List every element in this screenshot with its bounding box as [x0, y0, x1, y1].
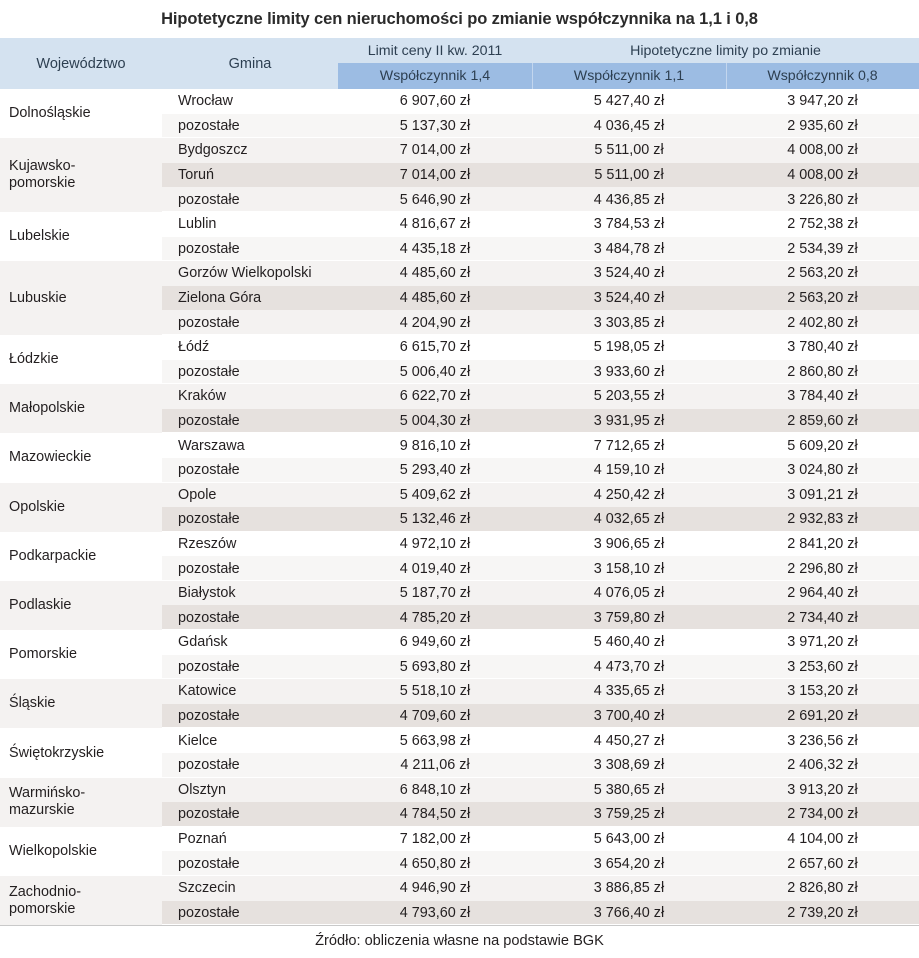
cell-gmina: Bydgoszcz — [162, 138, 338, 163]
cell-value-wsp-0-8: 3 024,80 zł — [726, 458, 919, 483]
wojewodztwo-line: Warmińsko- — [9, 785, 86, 802]
cell-gmina: pozostałe — [162, 114, 338, 139]
cell-value-wsp-1-1: 3 303,85 zł — [532, 310, 726, 335]
wojewodztwo-label — [9, 105, 162, 122]
cell-value-wsp-0-8: 2 964,40 zł — [726, 581, 919, 606]
cell-value-wsp-1-1: 3 524,40 zł — [532, 261, 726, 286]
cell-value-wsp-1-4: 7 182,00 zł — [338, 827, 532, 852]
wojewodztwo-label — [9, 449, 162, 466]
wojewodztwo-label — [9, 785, 162, 819]
cell-gmina: Kraków — [162, 384, 338, 409]
cell-value-wsp-0-8: 4 008,00 zł — [726, 138, 919, 163]
cell-value-wsp-1-4: 4 204,90 zł — [338, 310, 532, 335]
column-group-hypothetical: Hipotetyczne limity po zmianie — [532, 38, 919, 63]
cell-value-wsp-1-1: 3 886,85 zł — [532, 876, 726, 901]
cell-value-wsp-1-1: 3 308,69 zł — [532, 753, 726, 778]
cell-gmina: Kielce — [162, 728, 338, 753]
wojewodztwo-line: Dolnośląskie — [9, 105, 91, 122]
cell-value-wsp-1-4: 5 409,62 zł — [338, 483, 532, 508]
table-row — [0, 261, 919, 286]
wojewodztwo-label — [9, 695, 162, 712]
table-row — [0, 532, 919, 557]
cell-value-wsp-0-8: 3 784,40 zł — [726, 384, 919, 409]
wojewodztwo-label — [9, 745, 162, 762]
cell-value-wsp-0-8: 2 402,80 zł — [726, 310, 919, 335]
cell-value-wsp-1-1: 5 460,40 zł — [532, 630, 726, 655]
wojewodztwo-line: Podkarpackie — [9, 547, 97, 564]
cell-gmina: Zielona Góra — [162, 286, 338, 311]
cell-wojewodztwo — [0, 728, 162, 777]
cell-wojewodztwo — [0, 827, 162, 876]
cell-gmina: pozostałe — [162, 187, 338, 212]
cell-value-wsp-1-4: 5 293,40 zł — [338, 458, 532, 483]
table-header — [0, 38, 919, 89]
column-header-wsp-1-1: Współczynnik 1,1 — [532, 63, 726, 89]
cell-gmina: Lublin — [162, 212, 338, 237]
cell-wojewodztwo — [0, 89, 162, 138]
table-row — [0, 778, 919, 803]
wojewodztwo-line: mazurskie — [9, 802, 75, 819]
cell-gmina: pozostałe — [162, 360, 338, 385]
cell-gmina: pozostałe — [162, 556, 338, 581]
cell-value-wsp-1-1: 4 036,45 zł — [532, 114, 726, 139]
cell-value-wsp-0-8: 2 734,40 zł — [726, 605, 919, 630]
cell-value-wsp-1-4: 6 622,70 zł — [338, 384, 532, 409]
wojewodztwo-line: Pomorskie — [9, 646, 77, 663]
cell-gmina: pozostałe — [162, 237, 338, 262]
wojewodztwo-line: Lubuskie — [9, 289, 67, 306]
column-header-wsp-1-4: Współczynnik 1,4 — [338, 63, 532, 89]
cell-value-wsp-0-8: 3 226,80 zł — [726, 187, 919, 212]
cell-value-wsp-1-1: 3 906,65 zł — [532, 532, 726, 557]
cell-gmina: Szczecin — [162, 876, 338, 901]
table-row — [0, 679, 919, 704]
cell-value-wsp-0-8: 2 739,20 zł — [726, 901, 919, 926]
cell-value-wsp-1-1: 4 032,65 zł — [532, 507, 726, 532]
cell-value-wsp-1-1: 5 427,40 zł — [532, 89, 726, 114]
cell-wojewodztwo — [0, 679, 162, 728]
cell-value-wsp-1-4: 5 132,46 zł — [338, 507, 532, 532]
cell-value-wsp-1-1: 3 524,40 zł — [532, 286, 726, 311]
cell-value-wsp-1-4: 6 907,60 zł — [338, 89, 532, 114]
table-row — [0, 212, 919, 237]
cell-value-wsp-1-4: 4 785,20 zł — [338, 605, 532, 630]
cell-value-wsp-1-4: 5 006,40 zł — [338, 360, 532, 385]
wojewodztwo-label — [9, 843, 162, 860]
wojewodztwo-label — [9, 290, 162, 307]
cell-value-wsp-1-4: 4 019,40 zł — [338, 556, 532, 581]
cell-value-wsp-0-8: 2 406,32 zł — [726, 753, 919, 778]
cell-wojewodztwo — [0, 433, 162, 482]
price-limits-table — [0, 38, 919, 925]
header-row-top — [0, 38, 919, 63]
cell-value-wsp-1-4: 4 816,67 zł — [338, 212, 532, 237]
cell-gmina: pozostałe — [162, 655, 338, 680]
wojewodztwo-label — [9, 351, 162, 368]
cell-value-wsp-1-1: 5 380,65 zł — [532, 778, 726, 803]
cell-value-wsp-1-1: 3 759,80 zł — [532, 605, 726, 630]
cell-value-wsp-1-1: 5 198,05 zł — [532, 335, 726, 360]
cell-value-wsp-1-1: 3 700,40 zł — [532, 704, 726, 729]
cell-value-wsp-1-4: 4 485,60 zł — [338, 261, 532, 286]
cell-value-wsp-1-1: 3 484,78 zł — [532, 237, 726, 262]
table-row — [0, 89, 919, 114]
cell-value-wsp-0-8: 2 826,80 zł — [726, 876, 919, 901]
cell-value-wsp-1-4: 5 004,30 zł — [338, 409, 532, 434]
cell-value-wsp-0-8: 2 752,38 zł — [726, 212, 919, 237]
cell-gmina: Poznań — [162, 827, 338, 852]
wojewodztwo-line: Kujawsko- — [9, 158, 76, 175]
table-row — [0, 138, 919, 163]
cell-value-wsp-1-1: 4 076,05 zł — [532, 581, 726, 606]
cell-value-wsp-1-1: 5 511,00 zł — [532, 163, 726, 188]
cell-value-wsp-0-8: 5 609,20 zł — [726, 433, 919, 458]
cell-value-wsp-1-1: 4 473,70 zł — [532, 655, 726, 680]
source-note: Źródło: obliczenia własne na podstawie BGK — [0, 925, 919, 958]
table-row — [0, 384, 919, 409]
cell-value-wsp-0-8: 2 657,60 zł — [726, 851, 919, 876]
cell-value-wsp-1-1: 4 250,42 zł — [532, 483, 726, 508]
cell-value-wsp-0-8: 2 563,20 zł — [726, 286, 919, 311]
cell-value-wsp-1-4: 4 211,06 zł — [338, 753, 532, 778]
cell-value-wsp-1-1: 3 931,95 zł — [532, 409, 726, 434]
cell-value-wsp-1-1: 3 766,40 zł — [532, 901, 726, 926]
cell-value-wsp-1-1: 5 203,55 zł — [532, 384, 726, 409]
cell-value-wsp-1-1: 3 759,25 zł — [532, 802, 726, 827]
cell-gmina: pozostałe — [162, 901, 338, 926]
cell-value-wsp-0-8: 2 534,39 zł — [726, 237, 919, 262]
cell-wojewodztwo — [0, 212, 162, 261]
wojewodztwo-line: Lubelskie — [9, 228, 70, 245]
table-row — [0, 876, 919, 901]
wojewodztwo-line: Zachodnio- — [9, 883, 81, 900]
cell-value-wsp-1-1: 3 158,10 zł — [532, 556, 726, 581]
cell-gmina: Rzeszów — [162, 532, 338, 557]
wojewodztwo-line: pomorskie — [9, 175, 76, 192]
cell-value-wsp-1-4: 5 187,70 zł — [338, 581, 532, 606]
cell-value-wsp-1-4: 4 972,10 zł — [338, 532, 532, 557]
cell-wojewodztwo — [0, 384, 162, 433]
cell-value-wsp-1-4: 5 663,98 zł — [338, 728, 532, 753]
wojewodztwo-label — [9, 158, 162, 192]
wojewodztwo-label — [9, 646, 162, 663]
cell-value-wsp-1-4: 4 435,18 zł — [338, 237, 532, 262]
wojewodztwo-label — [9, 884, 162, 918]
table-row — [0, 433, 919, 458]
cell-value-wsp-0-8: 2 296,80 zł — [726, 556, 919, 581]
cell-value-wsp-1-1: 4 159,10 zł — [532, 458, 726, 483]
table-row — [0, 483, 919, 508]
cell-value-wsp-1-1: 3 654,20 zł — [532, 851, 726, 876]
wojewodztwo-line: Wielkopolskie — [9, 842, 97, 859]
cell-gmina: Toruń — [162, 163, 338, 188]
cell-value-wsp-0-8: 2 860,80 zł — [726, 360, 919, 385]
cell-value-wsp-0-8: 2 859,60 zł — [726, 409, 919, 434]
cell-gmina: pozostałe — [162, 409, 338, 434]
cell-gmina: Olsztyn — [162, 778, 338, 803]
cell-value-wsp-1-4: 5 518,10 zł — [338, 679, 532, 704]
wojewodztwo-line: Śląskie — [9, 695, 56, 712]
cell-wojewodztwo — [0, 483, 162, 532]
cell-wojewodztwo — [0, 261, 162, 335]
table-row — [0, 581, 919, 606]
cell-value-wsp-0-8: 3 971,20 zł — [726, 630, 919, 655]
table-row — [0, 335, 919, 360]
cell-gmina: Katowice — [162, 679, 338, 704]
cell-gmina: Warszawa — [162, 433, 338, 458]
column-header-wsp-0-8: Współczynnik 0,8 — [726, 63, 919, 89]
column-header-gmina: Gmina — [162, 38, 338, 89]
cell-value-wsp-1-1: 7 712,65 zł — [532, 433, 726, 458]
cell-gmina: Opole — [162, 483, 338, 508]
cell-value-wsp-1-4: 4 485,60 zł — [338, 286, 532, 311]
cell-value-wsp-0-8: 3 913,20 zł — [726, 778, 919, 803]
wojewodztwo-label — [9, 400, 162, 417]
cell-value-wsp-1-4: 4 793,60 zł — [338, 901, 532, 926]
wojewodztwo-line: Mazowieckie — [9, 449, 92, 466]
cell-gmina: pozostałe — [162, 310, 338, 335]
wojewodztwo-line: Opolskie — [9, 498, 65, 515]
table-row — [0, 630, 919, 655]
cell-value-wsp-0-8: 3 091,21 zł — [726, 483, 919, 508]
cell-gmina: pozostałe — [162, 605, 338, 630]
cell-value-wsp-1-1: 4 436,85 zł — [532, 187, 726, 212]
cell-value-wsp-0-8: 3 780,40 zł — [726, 335, 919, 360]
column-header-wojewodztwo: Województwo — [0, 38, 162, 89]
cell-value-wsp-1-4: 4 784,50 zł — [338, 802, 532, 827]
cell-gmina: Białystok — [162, 581, 338, 606]
cell-value-wsp-0-8: 3 253,60 zł — [726, 655, 919, 680]
wojewodztwo-line: Łódzkie — [9, 351, 59, 368]
cell-value-wsp-1-4: 5 137,30 zł — [338, 114, 532, 139]
cell-gmina: Łódź — [162, 335, 338, 360]
cell-value-wsp-0-8: 2 563,20 zł — [726, 261, 919, 286]
cell-value-wsp-0-8: 3 153,20 zł — [726, 679, 919, 704]
cell-gmina: pozostałe — [162, 753, 338, 778]
table-row — [0, 827, 919, 852]
cell-value-wsp-1-1: 4 335,65 zł — [532, 679, 726, 704]
wojewodztwo-line: Podlaskie — [9, 596, 72, 613]
cell-gmina: pozostałe — [162, 507, 338, 532]
cell-value-wsp-1-4: 4 709,60 zł — [338, 704, 532, 729]
cell-value-wsp-0-8: 2 841,20 zł — [726, 532, 919, 557]
cell-wojewodztwo — [0, 876, 162, 925]
cell-wojewodztwo — [0, 335, 162, 384]
cell-value-wsp-1-4: 5 693,80 zł — [338, 655, 532, 680]
wojewodztwo-line: Świętokrzyskie — [9, 744, 105, 761]
cell-value-wsp-1-1: 5 643,00 zł — [532, 827, 726, 852]
page-title: Hipotetyczne limity cen nieruchomości po zmianie współczynnika na 1,1 i 0,8 — [161, 10, 758, 28]
wojewodztwo-label — [9, 548, 162, 565]
table-row — [0, 728, 919, 753]
table-body — [0, 89, 919, 925]
cell-value-wsp-0-8: 2 691,20 zł — [726, 704, 919, 729]
cell-value-wsp-1-1: 5 511,00 zł — [532, 138, 726, 163]
wojewodztwo-line: pomorskie — [9, 900, 76, 917]
cell-wojewodztwo — [0, 532, 162, 581]
cell-gmina: pozostałe — [162, 458, 338, 483]
column-group-limit-2011: Limit ceny II kw. 2011 — [338, 38, 532, 63]
cell-value-wsp-1-1: 3 784,53 zł — [532, 212, 726, 237]
cell-value-wsp-0-8: 4 104,00 zł — [726, 827, 919, 852]
cell-wojewodztwo — [0, 138, 162, 212]
cell-gmina: pozostałe — [162, 802, 338, 827]
cell-value-wsp-0-8: 3 947,20 zł — [726, 89, 919, 114]
cell-value-wsp-1-4: 7 014,00 zł — [338, 163, 532, 188]
cell-value-wsp-1-4: 9 816,10 zł — [338, 433, 532, 458]
wojewodztwo-label — [9, 499, 162, 516]
cell-gmina: Wrocław — [162, 89, 338, 114]
cell-value-wsp-1-4: 6 615,70 zł — [338, 335, 532, 360]
cell-value-wsp-0-8: 2 935,60 zł — [726, 114, 919, 139]
cell-value-wsp-1-4: 7 014,00 zł — [338, 138, 532, 163]
cell-value-wsp-1-4: 6 848,10 zł — [338, 778, 532, 803]
cell-value-wsp-0-8: 2 932,83 zł — [726, 507, 919, 532]
cell-gmina: pozostałe — [162, 704, 338, 729]
cell-value-wsp-0-8: 3 236,56 zł — [726, 728, 919, 753]
cell-gmina: Gorzów Wielkopolski — [162, 261, 338, 286]
cell-wojewodztwo — [0, 581, 162, 630]
cell-wojewodztwo — [0, 778, 162, 827]
cell-value-wsp-1-4: 6 949,60 zł — [338, 630, 532, 655]
cell-value-wsp-1-4: 4 946,90 zł — [338, 876, 532, 901]
cell-value-wsp-1-4: 4 650,80 zł — [338, 851, 532, 876]
cell-gmina: pozostałe — [162, 851, 338, 876]
cell-value-wsp-0-8: 2 734,00 zł — [726, 802, 919, 827]
cell-value-wsp-1-4: 5 646,90 zł — [338, 187, 532, 212]
cell-value-wsp-0-8: 4 008,00 zł — [726, 163, 919, 188]
cell-value-wsp-1-1: 4 450,27 zł — [532, 728, 726, 753]
cell-wojewodztwo — [0, 630, 162, 679]
wojewodztwo-label — [9, 228, 162, 245]
wojewodztwo-label — [9, 597, 162, 614]
wojewodztwo-line: Małopolskie — [9, 400, 85, 417]
cell-gmina: Gdańsk — [162, 630, 338, 655]
cell-value-wsp-1-1: 3 933,60 zł — [532, 360, 726, 385]
